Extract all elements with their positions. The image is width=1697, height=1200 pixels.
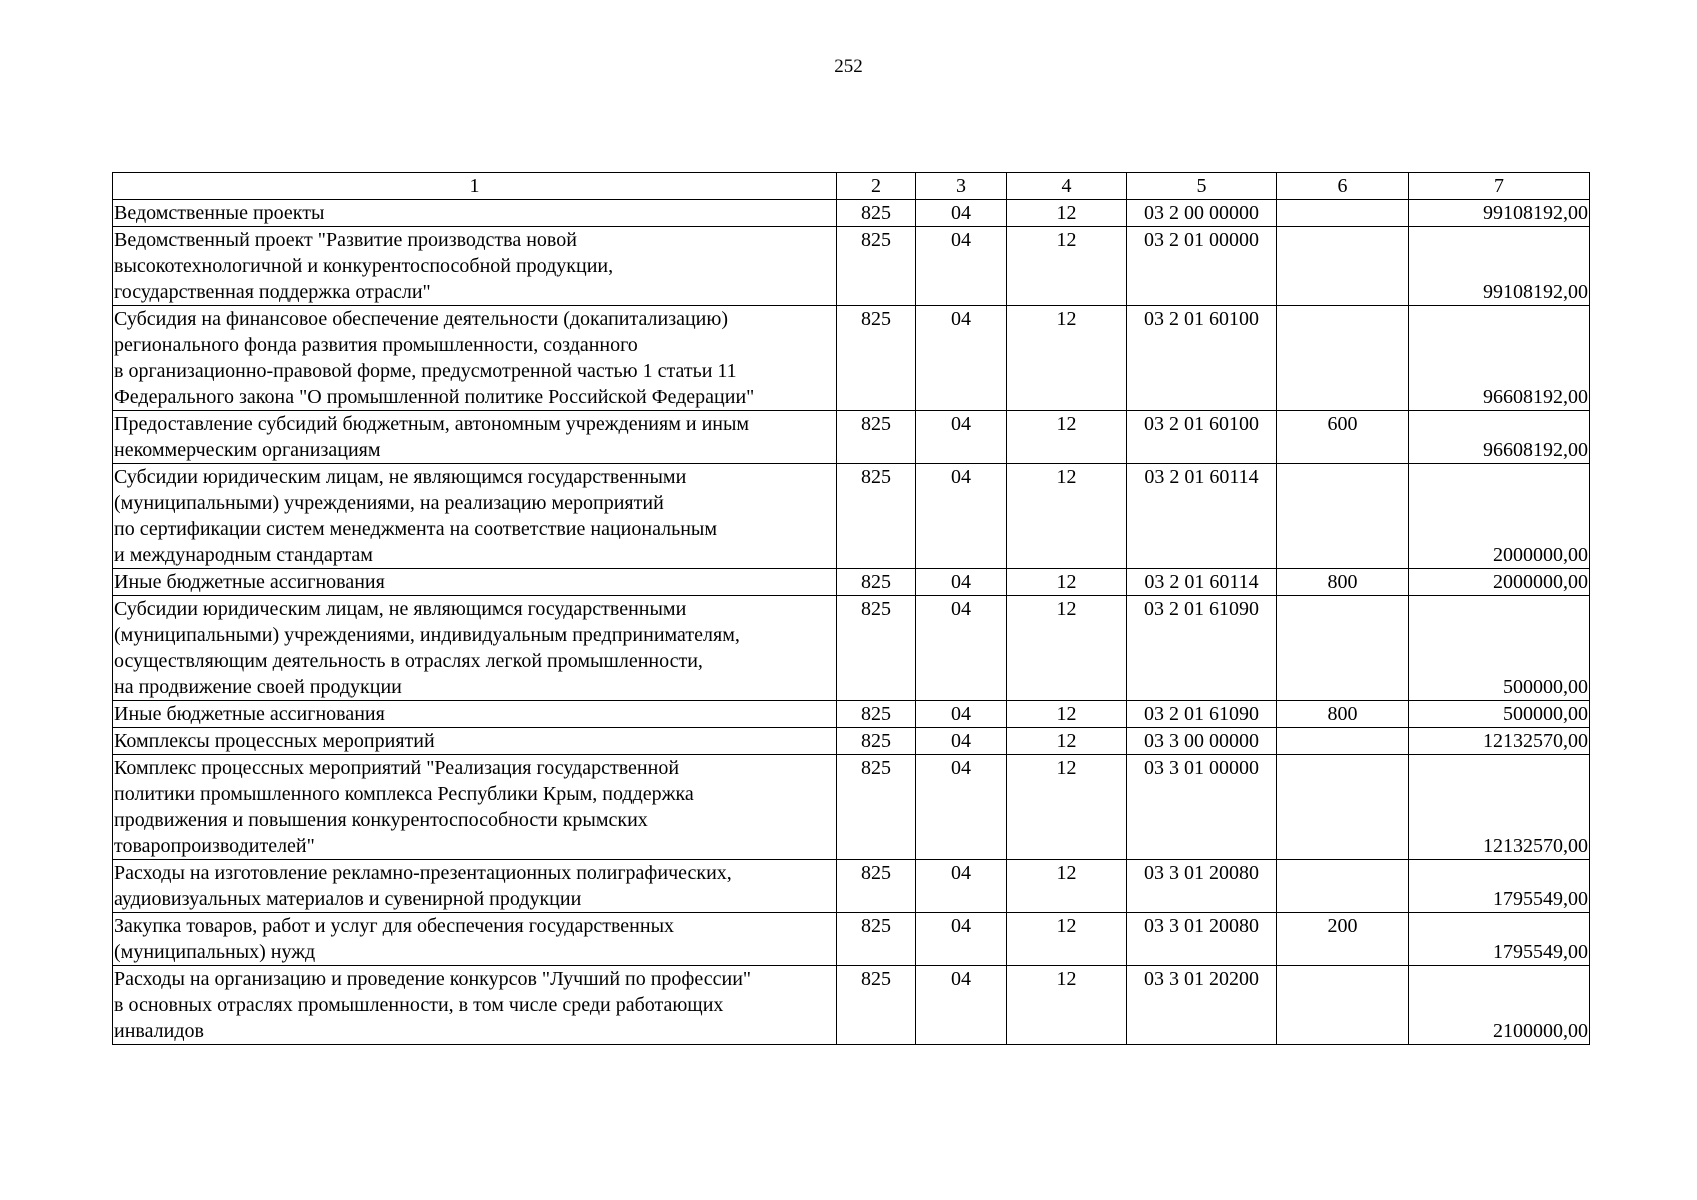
row-expense-type-code [1277,200,1409,227]
row-amount: 96608192,00 [1409,411,1590,464]
row-name-line: Ведомственные проекты [114,202,325,224]
budget-table [112,172,1590,1045]
row-name-line: Субсидии юридическим лицам, не являющимся государственными [114,598,687,620]
header-col-4: 4 [1007,173,1127,200]
row-name-line: в основных отраслях промышленности, в том числе среди работающих [114,994,724,1016]
row-name-line: Иные бюджетные ассигнования [114,571,385,593]
row-subsection-code: 12 [1007,411,1127,464]
row-expense-type-code: 200 [1277,913,1409,966]
row-ved-code: 825 [837,200,916,227]
row-name [113,411,837,464]
header-col-3: 3 [916,173,1007,200]
row-subsection-code: 12 [1007,966,1127,1045]
row-amount: 500000,00 [1409,701,1590,728]
row-name-line: Субсидии юридическим лицам, не являющимся государственными [114,466,687,488]
row-name-line: государственная поддержка отрасли" [114,281,431,303]
row-ved-code: 825 [837,411,916,464]
table-row [113,306,1590,411]
row-amount: 1795549,00 [1409,860,1590,913]
row-expense-type-code [1277,755,1409,860]
row-expense-type-code: 800 [1277,701,1409,728]
row-target-article-code: 03 3 01 00000 [1127,755,1277,860]
row-name-line: (муниципальных) нужд [114,941,316,963]
row-name [113,569,837,596]
row-name-line: некоммерческим организациям [114,439,381,461]
row-expense-type-code [1277,596,1409,701]
row-subsection-code: 12 [1007,200,1127,227]
row-amount: 500000,00 [1409,596,1590,701]
row-expense-type-code [1277,306,1409,411]
row-target-article-code: 03 2 00 00000 [1127,200,1277,227]
row-name-line: Субсидия на финансовое обеспечение деятельности (докапитализацию) [114,308,728,330]
row-target-article-code: 03 3 01 20080 [1127,860,1277,913]
row-ved-code: 825 [837,860,916,913]
row-name-line: Закупка товаров, работ и услуг для обеспечения государственных [114,915,675,937]
row-ved-code: 825 [837,755,916,860]
row-expense-type-code [1277,860,1409,913]
table-row [113,200,1590,227]
row-name-line: Ведомственный проект "Развитие производства новой [114,229,577,251]
row-subsection-code: 12 [1007,596,1127,701]
row-subsection-code: 12 [1007,464,1127,569]
row-section-code: 04 [916,306,1007,411]
table-header-row [113,173,1590,200]
table-row [113,569,1590,596]
row-amount: 2000000,00 [1409,464,1590,569]
row-amount: 12132570,00 [1409,755,1590,860]
row-expense-type-code: 800 [1277,569,1409,596]
row-amount: 1795549,00 [1409,913,1590,966]
row-ved-code: 825 [837,913,916,966]
row-subsection-code: 12 [1007,728,1127,755]
header-col-5: 5 [1127,173,1277,200]
row-name-line: высокотехнологичной и конкурентоспособной продукции, [114,255,614,277]
row-name-line: по сертификации систем менеджмента на соответствие национальным [114,518,718,540]
header-col-6: 6 [1277,173,1409,200]
row-section-code: 04 [916,569,1007,596]
row-name [113,701,837,728]
row-name-line: Предоставление субсидий бюджетным, автономным учреждениям и иным [114,413,750,435]
row-name-line: осуществляющим деятельность в отраслях легкой промышленности, [114,650,703,672]
row-name [113,966,837,1045]
row-amount: 12132570,00 [1409,728,1590,755]
row-target-article-code: 03 2 01 61090 [1127,596,1277,701]
row-expense-type-code [1277,728,1409,755]
row-name-line: (муниципальными) учреждениями, индивидуальным предпринимателям, [114,624,740,646]
row-section-code: 04 [916,464,1007,569]
table-row [113,227,1590,306]
row-name-line: в организационно-правовой форме, предусмотренной частью 1 статьи 11 [114,360,737,382]
row-section-code: 04 [916,728,1007,755]
row-ved-code: 825 [837,728,916,755]
table-body [113,200,1590,1045]
row-name-line: на продвижение своей продукции [114,676,402,698]
table-row [113,596,1590,701]
row-name-line: Расходы на изготовление рекламно-презентационных полиграфических, [114,862,732,884]
header-col-7: 7 [1409,173,1590,200]
row-expense-type-code [1277,227,1409,306]
table-row [113,464,1590,569]
row-section-code: 04 [916,596,1007,701]
row-amount: 2000000,00 [1409,569,1590,596]
row-subsection-code: 12 [1007,569,1127,596]
row-name-line: товаропроизводителей" [114,835,315,857]
row-amount: 99108192,00 [1409,227,1590,306]
row-subsection-code: 12 [1007,701,1127,728]
table-row [113,913,1590,966]
row-name [113,860,837,913]
table-row [113,966,1590,1045]
row-subsection-code: 12 [1007,755,1127,860]
row-name-line: Федерального закона "О промышленной политике Российской Федерации" [114,386,755,408]
row-name [113,227,837,306]
row-section-code: 04 [916,200,1007,227]
table-row [113,701,1590,728]
row-subsection-code: 12 [1007,306,1127,411]
row-ved-code: 825 [837,966,916,1045]
row-name-line: Комплексы процессных мероприятий [114,730,435,752]
row-ved-code: 825 [837,306,916,411]
row-name-line: Иные бюджетные ассигнования [114,703,385,725]
table-row [113,728,1590,755]
row-expense-type-code: 600 [1277,411,1409,464]
row-name-line: регионального фонда развития промышленности, созданного [114,334,638,356]
row-name [113,200,837,227]
row-target-article-code: 03 3 01 20200 [1127,966,1277,1045]
header-col-2: 2 [837,173,916,200]
row-name-line: Расходы на организацию и проведение конкурсов "Лучший по профессии" [114,968,752,990]
row-section-code: 04 [916,411,1007,464]
row-amount: 2100000,00 [1409,966,1590,1045]
row-section-code: 04 [916,227,1007,306]
row-name [113,913,837,966]
row-name [113,464,837,569]
row-target-article-code: 03 2 01 60100 [1127,411,1277,464]
row-target-article-code: 03 3 01 20080 [1127,913,1277,966]
row-target-article-code: 03 2 01 60114 [1127,569,1277,596]
row-name-line: Комплекс процессных мероприятий "Реализация государственной [114,757,680,779]
table-row [113,860,1590,913]
row-target-article-code: 03 2 01 60100 [1127,306,1277,411]
row-ved-code: 825 [837,227,916,306]
row-name [113,755,837,860]
row-expense-type-code [1277,464,1409,569]
row-ved-code: 825 [837,569,916,596]
row-name [113,596,837,701]
row-name-line: аудиовизуальных материалов и сувенирной продукции [114,888,582,910]
row-amount: 96608192,00 [1409,306,1590,411]
row-subsection-code: 12 [1007,860,1127,913]
row-name [113,728,837,755]
row-name-line: и международным стандартам [114,544,373,566]
row-subsection-code: 12 [1007,913,1127,966]
row-ved-code: 825 [837,464,916,569]
row-ved-code: 825 [837,701,916,728]
row-section-code: 04 [916,701,1007,728]
row-section-code: 04 [916,860,1007,913]
row-target-article-code: 03 2 01 00000 [1127,227,1277,306]
header-col-1: 1 [113,173,837,200]
page-number: 252 [834,56,863,77]
table-row [113,755,1590,860]
row-name-line: инвалидов [114,1020,204,1042]
row-amount: 99108192,00 [1409,200,1590,227]
row-name-line: продвижения и повышения конкурентоспособности крымских [114,809,648,831]
row-section-code: 04 [916,913,1007,966]
row-section-code: 04 [916,755,1007,860]
row-name [113,306,837,411]
row-subsection-code: 12 [1007,227,1127,306]
row-expense-type-code [1277,966,1409,1045]
row-target-article-code: 03 2 01 61090 [1127,701,1277,728]
row-ved-code: 825 [837,596,916,701]
row-name-line: политики промышленного комплекса Республики Крым, поддержка [114,783,694,805]
row-name-line: (муниципальными) учреждениями, на реализацию мероприятий [114,492,664,514]
row-target-article-code: 03 3 00 00000 [1127,728,1277,755]
table-row [113,411,1590,464]
row-section-code: 04 [916,966,1007,1045]
row-target-article-code: 03 2 01 60114 [1127,464,1277,569]
